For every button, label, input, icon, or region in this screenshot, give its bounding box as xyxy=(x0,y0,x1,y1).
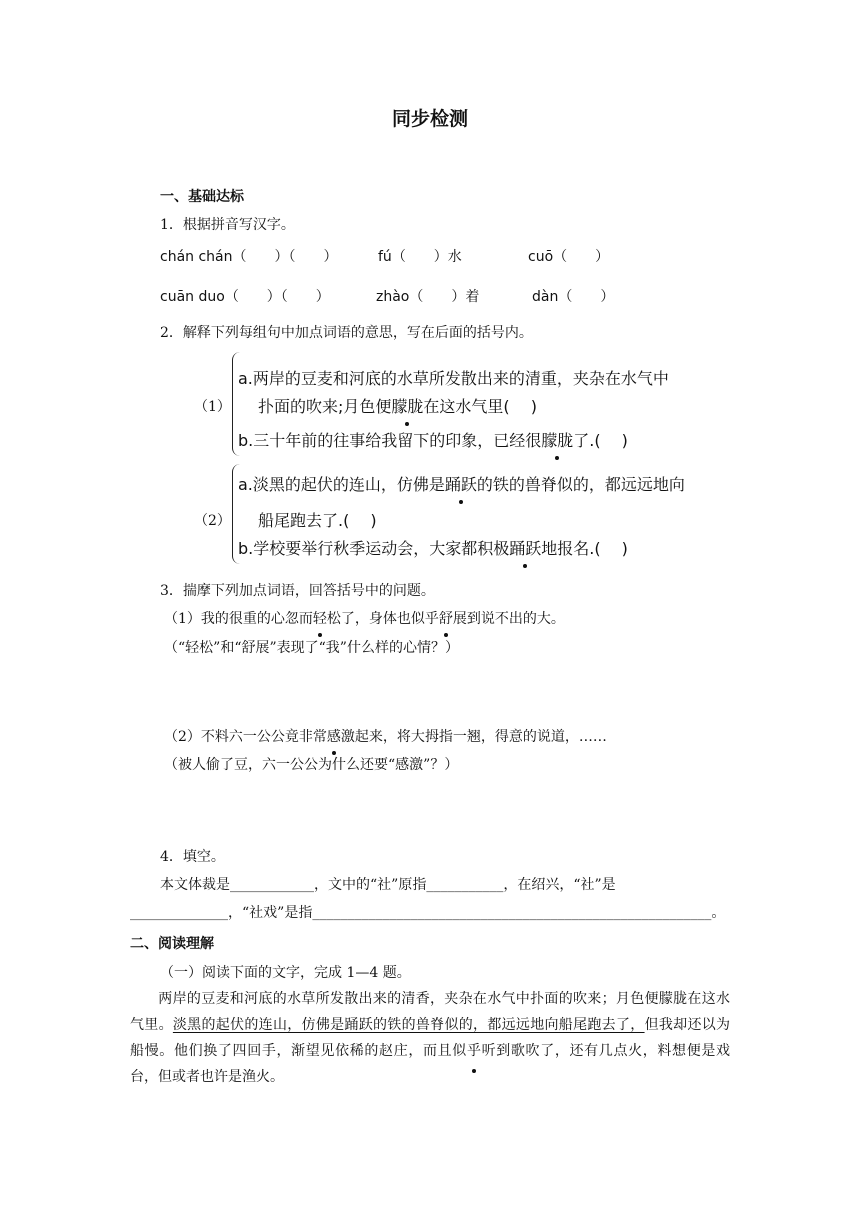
q3-question-2: （被人偷了豆，六一公公为什么还要“感激”？） xyxy=(164,757,459,773)
text: 本文体裁是 xyxy=(160,877,230,893)
pinyin-item xyxy=(376,286,479,306)
dotted-word: 轻 xyxy=(313,608,327,628)
dotted-word: 朦胧 xyxy=(391,394,423,417)
answer-blanks: （ ） xyxy=(553,249,610,265)
pinyin-item xyxy=(378,246,462,266)
text: b.学校要举行秋季运动会，大家都积极 xyxy=(238,539,510,558)
answer-blanks: （ ）（ ） xyxy=(232,249,338,265)
pinyin-text: chán chán xyxy=(160,249,233,265)
pinyin-item xyxy=(160,246,338,266)
dotted-word: 舒 xyxy=(439,608,453,628)
q3-question-1: （“轻松”和“舒展”表现了“我”什么样的心情？） xyxy=(164,640,459,656)
dotted-word: 踊跃 xyxy=(445,472,477,495)
fill-blank[interactable]: ____________ xyxy=(230,877,314,893)
q4-line-2 xyxy=(130,902,725,922)
dotted-word: 踊跃 xyxy=(509,536,541,559)
text: 在这水气里( ) xyxy=(423,397,537,416)
dotted-word: 乎 xyxy=(467,1038,481,1064)
section-heading-basics: 一、基础达标 xyxy=(160,189,244,205)
text: ，文中的“社”原指 xyxy=(314,877,427,893)
text: 起来，将大拇指一翘，得意的说道，…… xyxy=(354,729,607,745)
answer-blanks: （ ）水 xyxy=(391,249,462,265)
pinyin-text: cuō xyxy=(528,249,554,265)
pinyin-text: dàn xyxy=(532,289,559,305)
text: 。 xyxy=(711,905,726,921)
q1-stem: 1．根据拼音写汉字。 xyxy=(160,217,295,233)
fill-blank[interactable]: _________________________________________________________ xyxy=(312,905,712,921)
underlined-sentence: 淡黑的起伏的连山，仿佛是踊跃的铁的兽脊似的，都远远地向船尾跑去了， xyxy=(172,1017,645,1033)
pinyin-item xyxy=(532,286,614,306)
reading-subheading: （一）阅读下面的文字，完成 1—4 题。 xyxy=(160,965,411,981)
text: 两岸的豆麦和河底的水草所发散出来的清香，夹杂在水气中扑面的吹来；月色便朦胧在这水气里。 xyxy=(130,991,730,1033)
sentence-b xyxy=(238,536,628,559)
answer-blanks: （ ）着 xyxy=(409,289,480,305)
q4-stem: 4．填空。 xyxy=(160,849,225,865)
group-number: （1） xyxy=(194,399,231,415)
text: 地报名.( ) xyxy=(541,539,628,558)
sentence-a-cont xyxy=(258,394,537,417)
pinyin-item xyxy=(160,286,330,306)
text: （2）不料六一公公竟非常 xyxy=(164,729,327,745)
text: ，在绍兴，“社”是 xyxy=(503,877,616,893)
group-number: （2） xyxy=(194,513,231,529)
text: a.淡黑的起伏的连山，仿佛是 xyxy=(238,475,445,494)
text: 了.( ) xyxy=(573,431,628,450)
sentence-b xyxy=(238,428,628,451)
sentence-a xyxy=(238,472,685,495)
sentence-a: a.两岸的豆麦和河底的水草所发散出来的清重，夹杂在水气中 xyxy=(238,369,669,388)
fill-blank[interactable]: ___________ xyxy=(426,877,504,893)
q2-stem: 2．解释下列每组句中加点词语的意思，写在后面的括号内。 xyxy=(160,325,533,341)
q4-line-1 xyxy=(160,874,616,894)
sentence-a-cont: 船尾跑去了.( ) xyxy=(258,511,377,530)
text: 但我却还以为船慢。他们换了四回手，渐望见依稀的赵庄，而且似 xyxy=(130,1017,731,1059)
pinyin-text: fú xyxy=(378,249,392,265)
text: b.三十年前的往事给我留下的印象，已经很 xyxy=(238,431,542,450)
pinyin-text: zhào xyxy=(376,289,410,305)
text: 展到说不出的大。 xyxy=(452,611,565,627)
text: 松了，身体也似乎 xyxy=(326,611,439,627)
text: 听到歌吹了，还有几点火，料想便是戏台，但或者也许是渔火。 xyxy=(130,1043,731,1085)
text: 激 xyxy=(340,729,355,745)
q3-sentence-2 xyxy=(164,726,607,746)
fill-blank[interactable]: ______________ xyxy=(130,905,228,921)
pinyin-text: cuān duo xyxy=(160,289,225,305)
dotted-word: 感 xyxy=(327,726,341,746)
reading-passage xyxy=(130,986,730,1090)
text: 扑面的吹来;月色便 xyxy=(258,397,392,416)
q3-sentence-1 xyxy=(164,608,565,628)
q3-stem: 3．揣摩下列加点词语，回答括号中的问题。 xyxy=(160,583,435,599)
answer-blanks: （ ）（ ） xyxy=(224,289,330,305)
text: 的铁的兽脊似的，都远远地向 xyxy=(476,475,685,494)
text: （1）我的很重的心忽而 xyxy=(164,611,313,627)
answer-blanks: （ ） xyxy=(558,289,615,305)
pinyin-item xyxy=(528,246,609,266)
page-title: 同步检测 xyxy=(391,108,468,130)
dotted-word: 朦胧 xyxy=(541,428,573,451)
text: ，“社戏”是指 xyxy=(228,905,313,921)
section-heading-reading: 二、阅读理解 xyxy=(130,936,214,952)
